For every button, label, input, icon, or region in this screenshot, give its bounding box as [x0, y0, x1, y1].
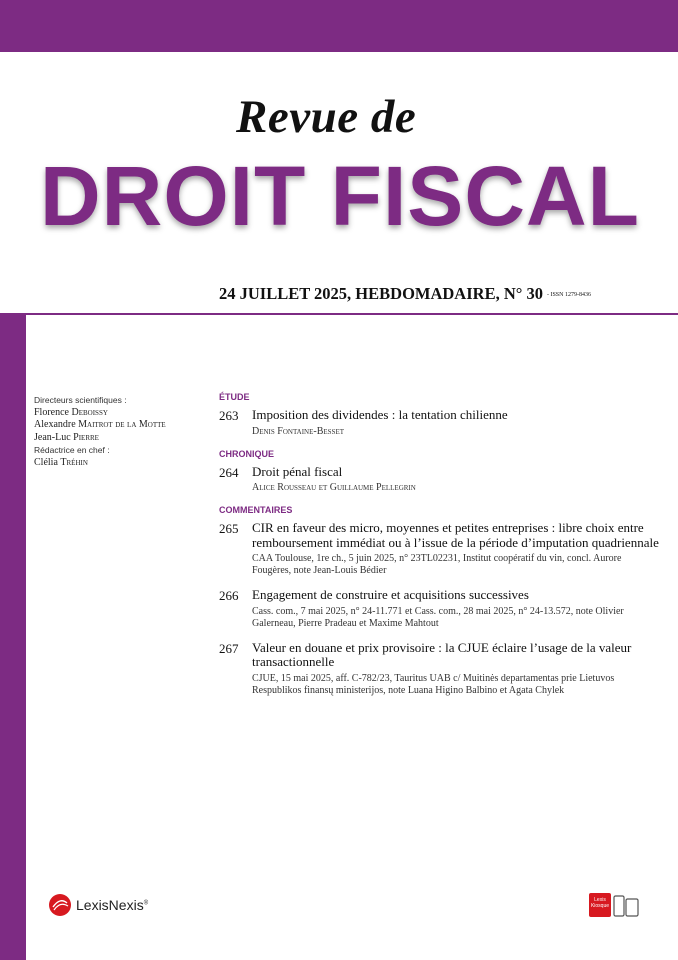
entry-title: Imposition des dividendes : la tentation chilienne [252, 407, 508, 422]
entry-title: Engagement de construire et acquisitions successives [252, 587, 529, 602]
toc-entry[interactable] [219, 521, 659, 577]
left-purple-band [0, 313, 26, 960]
director: Jean-Luc Pierre [34, 431, 99, 443]
chief-editor: Clélia Tréhin [34, 456, 88, 468]
toc-entry[interactable] [219, 588, 659, 630]
toc-entry[interactable] [219, 465, 659, 495]
toc-entry[interactable] [219, 641, 659, 697]
entry-meta: CAA Toulouse, 1re ch., 5 juin 2025, n° 23TL02231, Institut coopératif du vin, concl. Aurore Fougères, note Jean-Louis Bédier [252, 553, 622, 576]
devices-icon [613, 895, 639, 917]
entry-number: 265 [219, 521, 239, 536]
lexisnexis-logo [48, 893, 148, 917]
entry-title: Droit pénal fiscal [252, 463, 343, 479]
header-rule [26, 313, 678, 315]
issue-line [219, 284, 591, 304]
entry-number: 267 [219, 640, 239, 656]
entry-number: 266 [219, 588, 239, 603]
entry-title: CIR en faveur des micro, moyennes et petites entreprises : libre choix entre remboursement immédiat ou à l’issue de la période d’imputation quadriennale [252, 520, 659, 550]
toc-entry[interactable] [219, 408, 659, 438]
logo-wordmark: LexisNexis® [76, 897, 149, 913]
directors-label: Directeurs scientifiques : [34, 395, 127, 405]
entry-number: 263 [219, 408, 239, 423]
issue-date: 24 JUILLET 2025, HEBDOMADAIRE, N° 30 [219, 284, 543, 303]
masthead-title: DROIT FISCAL [40, 149, 640, 243]
director: Alexandre Maitrot de la Motte [34, 419, 166, 430]
lexis-kiosque-badge[interactable]: Lexis Kiosque [589, 893, 611, 917]
director: Florence Deboissy [34, 406, 108, 418]
section-heading-commentaires: COMMENTAIRES [219, 505, 293, 515]
section-heading-chronique: CHRONIQUE [219, 448, 275, 459]
entry-title: Valeur en douane et prix provisoire : la CJUE éclaire l’usage de la valeur transactionnelle [252, 639, 632, 669]
section-heading-etude: ÉTUDE [219, 392, 250, 402]
entry-meta: Cass. com., 7 mai 2025, n° 24-11.771 et Cass. com., 28 mai 2025, n° 24-13.572, note Olivier Galerneau, Pierre Pradeau et Maxime Mahtout [252, 605, 624, 629]
editorial-board [34, 394, 214, 469]
chief-label: Rédactrice en chef : [34, 445, 110, 455]
entry-meta: Alice Rousseau et Guillaume Pellegrin [252, 482, 416, 493]
lexisnexis-emblem-icon [48, 893, 72, 917]
masthead-subtitle: Revue de [236, 91, 417, 143]
entry-meta: CJUE, 15 mai 2025, aff. C-782/23, Tauritus UAB c/ Muitinės departamentas prie Lietuvos Respublikos finansų ministerijos, note Luana Higino Balbino et Agata Chylek [252, 672, 615, 696]
top-purple-band [0, 0, 678, 52]
entry-number: 264 [219, 464, 239, 480]
entry-meta: Denis Fontaine-Besset [252, 425, 344, 437]
issn: - ISSN 1279-8436 [546, 292, 591, 299]
table-of-contents [219, 392, 659, 708]
